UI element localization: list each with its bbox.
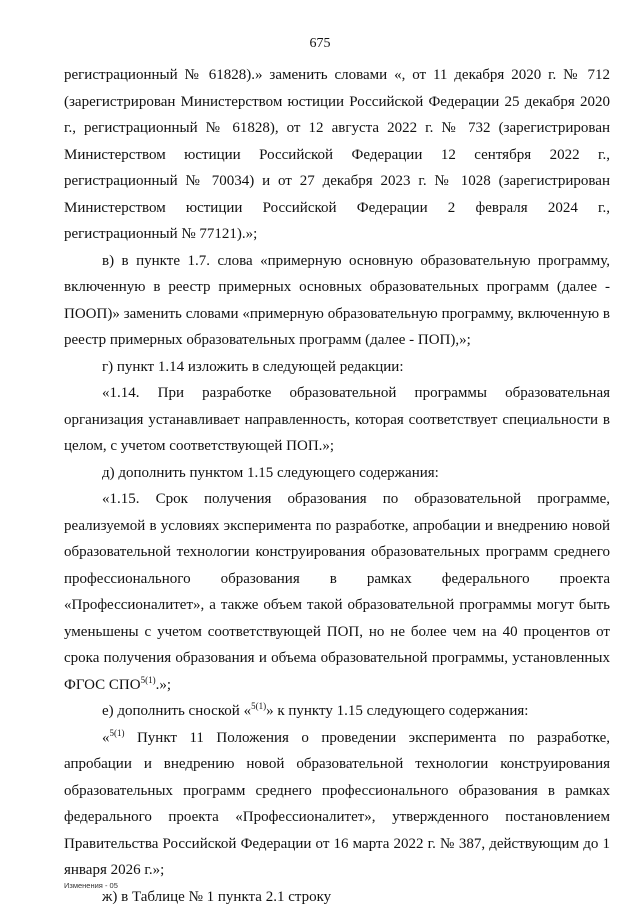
- document-body: [64, 62, 610, 910]
- paragraph-item-e: [64, 698, 610, 725]
- paragraph-item-zh: ж) в Таблице № 1 пункта 2.1 строку: [102, 888, 332, 905]
- paragraph-clause-1-14: «1.14. При разработке образовательной программы образовательная организация устанавливает направленность, которая соответствует специальности в целом, с учетом соответствующей ПОП.»;: [64, 385, 610, 454]
- paragraph-item-d: д) дополнить пунктом 1.15 следующего содержания:: [102, 464, 439, 481]
- paragraph-item-g: г) пункт 1.14 изложить в следующей редакции:: [102, 358, 404, 375]
- footnote-body: Пункт 11 Положения о проведении эксперимента по разработке, апробации и внедрению новой образовательной технологии конструирования образовательных программ среднего профессионального образования в рамках федерального проекта «Профессионалитет», утвержденного постановлением Правительства Российской Федерации от 16 марта 2022 г. № 387, действующим до 1 января 2026 г.»;: [64, 729, 610, 878]
- footer-revision-label: Изменения - 05: [64, 881, 118, 890]
- item-e-text: е) дополнить сноской «: [102, 703, 252, 719]
- paragraph-footnote-text: [64, 725, 610, 884]
- footnote-marker: 5(1): [140, 674, 156, 685]
- footnote-marker: 5(1): [251, 701, 267, 711]
- clause-1-15-end: .»;: [155, 676, 172, 693]
- footnote-marker: 5(1): [109, 727, 125, 738]
- page-number: 675: [309, 36, 331, 51]
- item-e-end: » к пункту 1.15 следующего содержания:: [266, 703, 529, 719]
- paragraph-clause-1-15: [64, 486, 610, 698]
- footnote-open-quote: «: [102, 729, 110, 746]
- paragraph-registration-replacement: регистрационный № 61828).» заменить словами «, от 11 декабря 2020 г. № 712 (зарегистрирован Министерством юстиции Российской Федерации 25 декабря 2020 г., регистрационный № 61828), от 12 августа 2022 г. № 732 (зарегистрирован Министерством юстиции Российской Федерации 12 сентября 2022 г., регистрационный № 70034) и от 27 декабря 2023 г. № 1028 (зарегистрирован Министерством юстиции Российской Федерации 2 февраля 2024 г., регистрационный № 77121).»;: [64, 67, 610, 242]
- clause-1-15-text: «1.15. Срок получения образования по образовательной программе, реализуемой в условиях эксперимента по разработке, апробации и внедрению новой образовательной технологии конструирования образовательных программ среднего профессионального образования в рамках федерального проекта «Профессионалитет», а также объем такой образовательной программы могут быть уменьшены с учетом соответствующей ПОП, но не более чем на 40 процентов от срока получения образования и объема образовательной программы, установленных ФГОС СПО: [64, 491, 610, 693]
- paragraph-item-v: в) в пункте 1.7. слова «примерную основную образовательную программу, включенную в реестр примерных основных образовательных программ (далее - ПООП)» заменить словами «примерную образовательную программу, включенную в реестр примерных образовательных программ (далее - ПОП),»;: [64, 252, 610, 348]
